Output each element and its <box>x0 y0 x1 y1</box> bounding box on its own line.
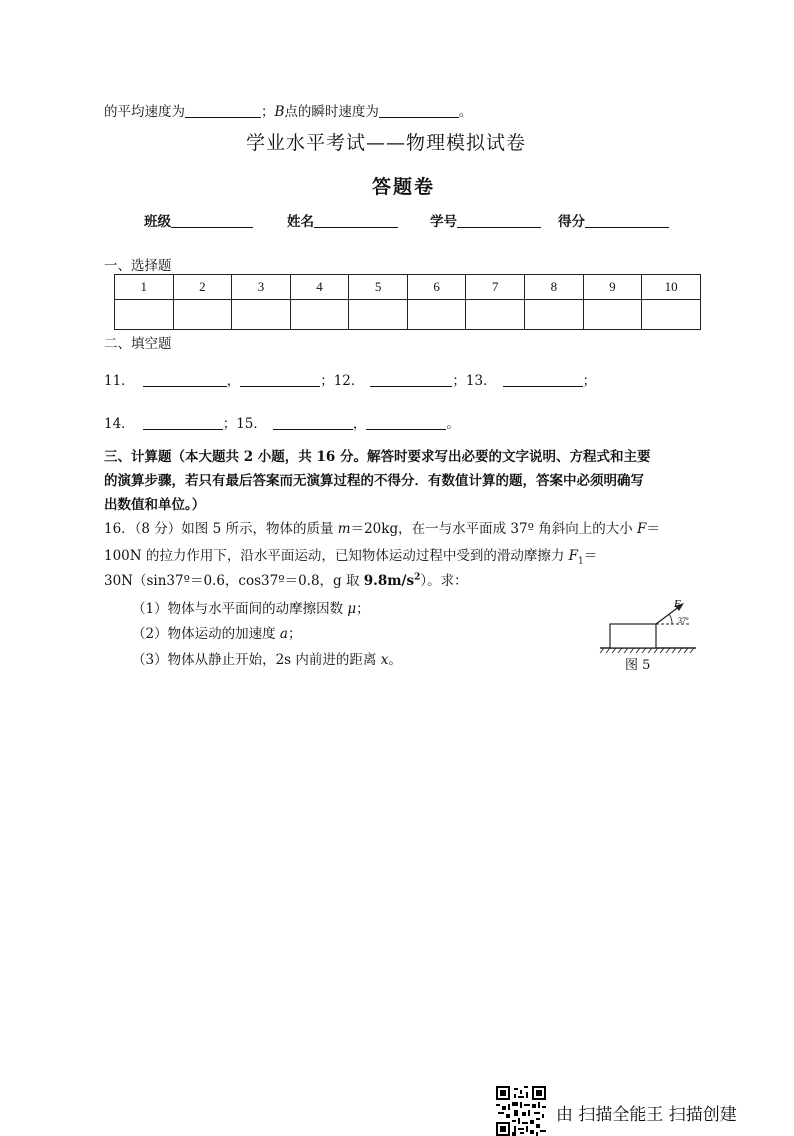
separator: 。 <box>446 416 460 432</box>
question-number: 13． <box>465 373 497 389</box>
subquestion-text: （3）物体从静止开始，2s 内前进的距离 <box>132 652 381 668</box>
choice-answer-table <box>114 274 701 330</box>
separator: ， <box>352 416 367 432</box>
force-label: F <box>674 598 681 610</box>
info-field-name <box>287 210 398 230</box>
answer-cell[interactable] <box>407 300 466 330</box>
problem-16-line2 <box>104 544 597 567</box>
answer-blank[interactable] <box>370 372 452 387</box>
answer-cell[interactable] <box>349 300 408 330</box>
answer-cell[interactable] <box>115 300 174 330</box>
mu-variable: μ <box>347 601 357 617</box>
question-number-cell: 9 <box>583 275 642 300</box>
class-input[interactable] <box>171 213 253 228</box>
answer-cell[interactable] <box>525 300 584 330</box>
subquestion-text: （2）物体运动的加速度 <box>132 626 280 642</box>
scanner-watermark-text: 由 扫描全能王 扫描创建 <box>556 1105 737 1125</box>
answer-cell[interactable] <box>583 300 642 330</box>
answer-blank[interactable] <box>143 415 223 430</box>
separator: ； <box>320 373 334 389</box>
separator: ； <box>582 373 597 389</box>
problem-16-line1 <box>104 517 660 537</box>
question-number-cell: 7 <box>466 275 525 300</box>
score-input[interactable] <box>585 213 669 228</box>
problem-16-line3 <box>104 569 468 589</box>
answer-blank[interactable] <box>273 415 353 430</box>
page-subtitle: 答题卷 <box>372 176 436 198</box>
subquestion-text: （1）物体与水平面间的动摩擦因数 <box>132 601 348 617</box>
figure-5-caption: 图 5 <box>625 658 651 673</box>
block <box>610 624 656 648</box>
top-line-text-4: 。 <box>458 104 473 120</box>
answer-blank[interactable] <box>366 415 446 430</box>
problem-text: ＝ <box>583 548 598 564</box>
friction-variable: F <box>568 548 579 564</box>
angle-label: 37º <box>678 616 689 625</box>
question-number-cell: 2 <box>173 275 232 300</box>
section3-instructions-line1: 三、计算题（本大题共 2 小题，共 16 分。解答时要求写出必要的文字说明、方程式和主要 <box>104 449 651 465</box>
section-heading-choice: 一、选择题 <box>104 258 172 274</box>
answer-blank[interactable] <box>143 372 227 387</box>
info-field-id <box>430 210 541 230</box>
separator: ； <box>452 373 466 389</box>
question-number: 15． <box>236 416 267 432</box>
answer-blank[interactable] <box>240 372 320 387</box>
question-number: 14． <box>104 416 135 432</box>
student-id-input[interactable] <box>457 213 541 228</box>
page-title: 学业水平考试——物理模拟试卷 <box>246 132 527 154</box>
force-variable: F <box>637 521 647 537</box>
gravity-value: 9.8m/s <box>363 573 415 589</box>
figure-5-diagram <box>596 596 706 668</box>
name-input[interactable] <box>314 213 398 228</box>
question-number-cell: 8 <box>525 275 584 300</box>
top-line-text-3: 点的瞬时速度为 <box>284 104 379 120</box>
problem-text: ＝ <box>646 521 660 537</box>
top-line-text-1: 的平均速度为 <box>104 104 185 120</box>
table-row <box>115 300 701 330</box>
info-label-class: 班级 <box>144 214 171 230</box>
subquestion-text: ； <box>287 626 302 642</box>
qr-code-icon <box>496 1086 546 1136</box>
angle-arc <box>669 614 672 624</box>
question-number-cell: 1 <box>115 275 174 300</box>
question-number-cell: 5 <box>349 275 408 300</box>
fill-row-1 <box>104 369 596 389</box>
top-line-text-2: ； <box>261 104 275 120</box>
table-row <box>115 275 701 300</box>
info-label-score: 得分 <box>558 214 585 230</box>
problem-text: 30N（sin37º＝0.6，cos37º＝0.8，g 取 <box>104 573 364 589</box>
problem-text: ＝20kg，在一与水平面成 37º 角斜向上的大小 <box>350 521 637 537</box>
problem-text: ）。求： <box>420 573 468 589</box>
section-heading-fill: 二、填空题 <box>104 336 172 352</box>
separator: ； <box>222 416 237 432</box>
section3-instructions-line3: 出数值和单位。） <box>104 497 206 513</box>
acceleration-variable: a <box>279 626 288 642</box>
answer-cell[interactable] <box>232 300 291 330</box>
subquestion-text: ； <box>356 601 370 617</box>
problem-16-sub1 <box>132 597 370 617</box>
question-number: 11． <box>104 373 135 389</box>
answer-cell[interactable] <box>642 300 701 330</box>
question-number-cell: 6 <box>407 275 466 300</box>
info-field-score <box>558 210 669 230</box>
point-b-label: B <box>274 104 285 120</box>
ground-hatching <box>600 648 694 653</box>
answer-blank[interactable] <box>503 372 583 387</box>
question-number-cell: 3 <box>232 275 291 300</box>
distance-variable: x <box>380 652 389 668</box>
info-label-id: 学号 <box>430 214 457 230</box>
gravity-exponent: 2 <box>414 572 421 583</box>
problem-text: 16．（8 分）如图 5 所示，物体的质量 <box>104 521 338 537</box>
question-number-cell: 10 <box>642 275 701 300</box>
subquestion-text: 。 <box>388 652 402 668</box>
problem-text: 100N 的拉力作用下，沿水平面运动，已知物体运动过程中受到的滑动摩擦力 <box>104 548 569 564</box>
answer-cell[interactable] <box>466 300 525 330</box>
question-number-cell: 4 <box>290 275 349 300</box>
mass-variable: m <box>337 521 351 537</box>
info-label-name: 姓名 <box>287 214 314 230</box>
top-line <box>104 100 472 120</box>
answer-cell[interactable] <box>290 300 349 330</box>
answer-blank[interactable] <box>185 103 261 118</box>
problem-16-sub3 <box>132 648 402 668</box>
friction-subscript: 1 <box>578 556 584 567</box>
question-number: 12． <box>333 373 365 389</box>
info-field-class <box>144 210 253 230</box>
section3-instructions-line2: 的演算步骤，若只有最后答案而无演算过程的不得分．有数值计算的题，答案中必须明确写 <box>104 473 644 489</box>
answer-cell[interactable] <box>173 300 232 330</box>
problem-16-sub2 <box>132 622 301 642</box>
separator: ， <box>226 373 241 389</box>
answer-blank[interactable] <box>379 103 459 118</box>
fill-row-2 <box>104 412 460 432</box>
